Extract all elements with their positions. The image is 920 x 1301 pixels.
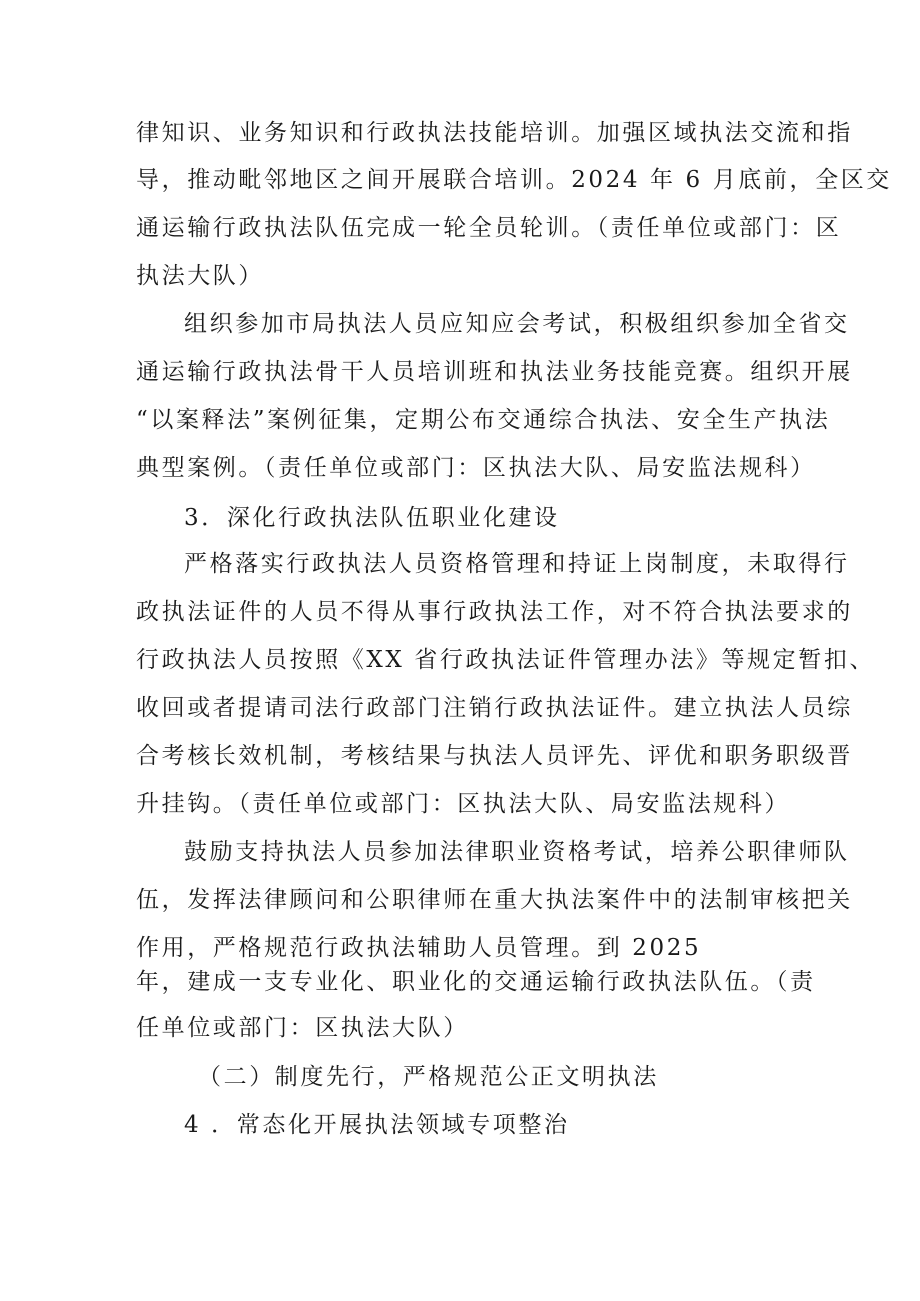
text-line-8: 典型案例。（责任单位或部门：区执法大队、局安监法规科） bbox=[136, 455, 816, 481]
text-line-6: 通运输行政执法骨干人员培训班和执法业务技能竞赛。组织开展 bbox=[136, 359, 853, 385]
text-line-17: 伍，发挥法律顾问和公职律师在重大执法案件中的法制审核把关 bbox=[136, 887, 853, 913]
text-line-14: 合考核长效机制，考核结果与执法人员评先、评优和职务职级晋 bbox=[136, 743, 853, 769]
text-line-1: 律知识、业务知识和行政执法技能培训。加强区域执法交流和指 bbox=[136, 120, 853, 146]
section-heading-3: 3．深化行政执法队伍职业化建设 bbox=[184, 505, 560, 531]
section-heading-2: （二）制度先行，严格规范公正文明执法 bbox=[198, 1064, 659, 1090]
text-line-10: 严格落实行政执法人员资格管理和持证上岗制度，未取得行 bbox=[184, 551, 850, 577]
text-line-4: 执法大队） bbox=[136, 263, 264, 289]
text-line-20: 任单位或部门：区执法大队） bbox=[136, 1015, 469, 1041]
section-heading-4: 4 ．常态化开展执法领域专项整治 bbox=[184, 1112, 570, 1138]
text-line-5: 组织参加市局执法人员应知应会考试，积极组织参加全省交 bbox=[184, 311, 850, 337]
text-line-11: 政执法证件的人员不得从事行政执法工作，对不符合执法要求的 bbox=[136, 599, 853, 625]
text-line-13: 收回或者提请司法行政部门注销行政执法证件。建立执法人员综 bbox=[136, 695, 853, 721]
text-line-7: “以案释法”案例征集，定期公布交通综合执法、安全生产执法 bbox=[136, 407, 831, 433]
text-line-12: 行政执法人员按照《XX 省行政执法证件管理办法》等规定暂扣、 bbox=[136, 647, 876, 673]
text-line-16: 鼓励支持执法人员参加法律职业资格考试，培养公职律师队 bbox=[184, 839, 850, 865]
text-line-15: 升挂钩。（责任单位或部门：区执法大队、局安监法规科） bbox=[136, 791, 791, 817]
text-line-3: 通运输行政执法队伍完成一轮全员轮训。（责任单位或部门：区 bbox=[136, 215, 842, 241]
text-line-19: 年，建成一支专业化、职业化的交通运输行政执法队伍。（责 bbox=[136, 969, 816, 995]
text-line-18: 作用，严格规范行政执法辅助人员管理。到 2025 bbox=[136, 935, 702, 961]
text-line-2: 导，推动毗邻地区之间开展联合培训。2024 年 6 月底前，全区交 bbox=[136, 167, 892, 193]
